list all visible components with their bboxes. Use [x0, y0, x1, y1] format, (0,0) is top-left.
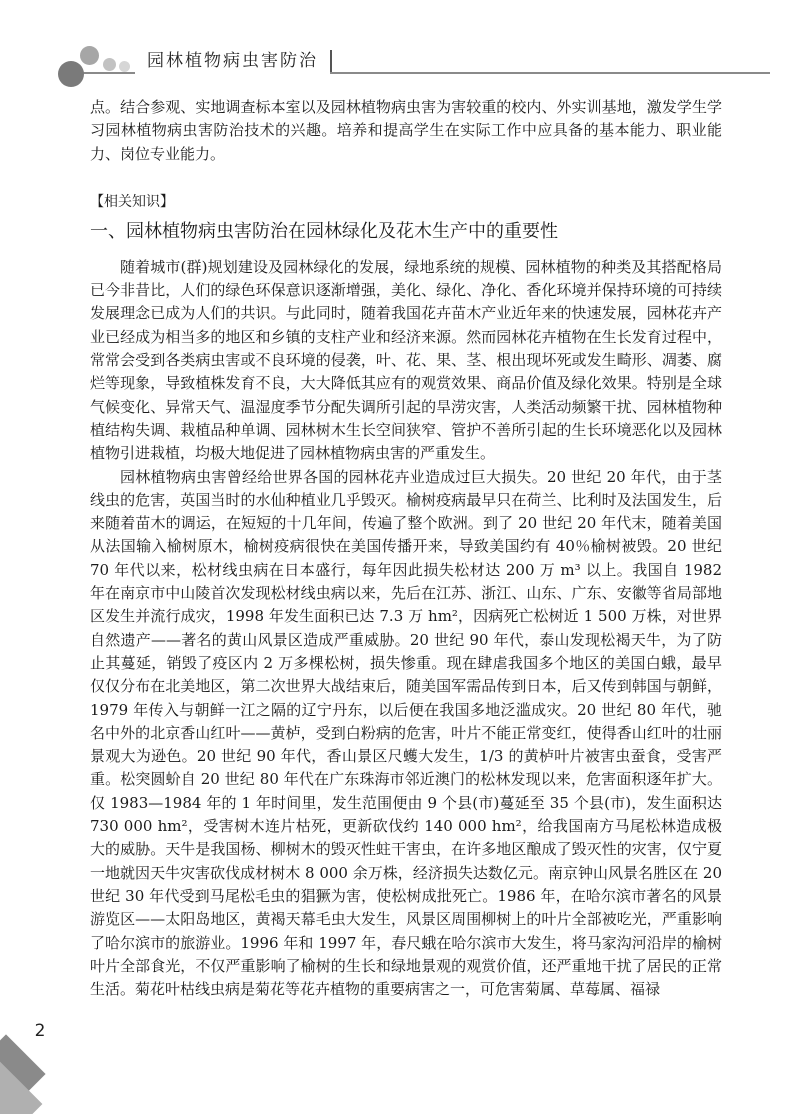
- body-paragraph: 随着城市(群)规划建设及园林绿化的发展，绿地系统的规模、园林植物的种类及其搭配格局已今非昔比，人们的绿色环保意识逐渐增强，美化、绿化、净化、香化环境并保持环境的可持续发展理念已成为人们的共识。与此同时，随着我国花卉苗木产业近年来的快速发展，园林花卉产业已经成为相当多的地区和乡镇的支柱产业和经济来源。然而园林花卉植物在生长发育过程中，常常会受到各类病虫害或不良环境的侵袭，叶、花、果、茎、根出现坏死或发生畸形、凋萎、腐烂等现象，导致植株发育不良，大大降低其应有的观赏效果、商品价值及绿化效果。特别是全球气候变化、异常天气、温湿度季节分配失调所引起的旱涝灾害，人类活动频繁干扰、园林植物种植结构失调、栽植品种单调、园林树木生长空间狭窄、管护不善所引起的生长环境恶化以及园林植物引进栽植，均极大地促进了园林植物病虫害的严重发生。: [90, 257, 722, 463]
- header-dot-decoration: [119, 61, 130, 72]
- intro-paragraph: 点。结合参观、实地调查标本室以及园林植物病虫害为害较重的校内、外实训基地，激发学生学习园林植物病虫害防治技术的兴趣。培养和提高学生在实际工作中应具备的基本能力、职业能力、岗位专业能力。: [90, 98, 722, 163]
- header-dot-decoration: [58, 61, 84, 87]
- body-paragraph: 园林植物病虫害曾经给世界各国的园林花卉业造成过巨大损失。20 世纪 20 年代，由于茎线虫的危害，英国当时的水仙种植业几乎毁灭。榆树疫病最早只在荷兰、比利时及法国发生，后来随着苗木的调运，在短短的十几年间，传遍了整个欧洲。到了 20 世纪 20 年代末，随着美国从法国输入榆树原木，榆树疫病很快在美国传播开来，导致美国约有 40％榆树被毁。20 世纪 70 年代以来，松材线虫病在日本盛行，每年因此损失松材达 200 万 m³ 以上。我国自 1982 年在南京市中山陵首次发现松材线虫病以来，先后在江苏、浙江、山东、广东、安徽等省局部地区发生并流行成灾，1998 年发生面积已达 7.3 万 hm²，因病死亡松树近 1 500 万株，对世界自然遗产——著名的黄山风景区造成严重威胁。20 世纪 90 年代，泰山发现松褐天牛，为了防止其蔓延，销毁了疫区内 2 万多棵松树，损失惨重。现在肆虐我国多个地区的美国白蛾，最早仅仅分布在北美地区，第二次世界大战结束后，随美国军需品传到日本，后又传到韩国与朝鲜，1979 年传入与朝鲜一江之隔的辽宁丹东，以后便在我国多地泛滥成灾。20 世纪 80 年代，驰名中外的北京香山红叶——黄栌，受到白粉病的危害，叶片不能正常变红，使得香山红叶的壮丽景观大为逊色。20 世纪 90 年代，香山景区尺蠖大发生，1/3 的黄栌叶片被害虫蚕食，受害严重。松突圆蚧自 20 世纪 80 年代在广东珠海市邻近澳门的松林发现以来，危害面积逐年扩大。仅 1983—1984 年的 1 年时间里，发生范围便由 9 个县(市)蔓延至 35 个县(市)，发生面积达 730 000 hm²，受害树木连片枯死，更新砍伐约 140 000 hm²，给我国南方马尾松林造成极大的威胁。天牛是我国杨、柳树木的毁灭性蛀干害虫，在许多地区酿成了毁灭性的灾害，仅宁夏一地就因天牛灾害砍伐成材树木 8 000 余万株，经济损失达数亿元。南京钟山风景名胜区在 20 世纪 30 年代受到马尾松毛虫的猖獗为害，使松树成批死亡。1986 年，在哈尔滨市著名的风景游览区——太阳岛地区，黄褐天幕毛虫大发生，风景区周围柳树上的叶片全部被吃光，严重影响了哈尔滨市的旅游业。1996 年和 1997 年，春尺蛾在哈尔滨市大发生，将马家沟河沿岸的榆树叶片全部食光，不仅严重影响了榆树的生长和绿地景观的观赏价值，还严重地干扰了居民的正常生活。菊花叶枯线虫病是菊花等花卉植物的重要病害之一，可危害菊属、草莓属、福禄: [90, 467, 722, 999]
- running-header-title: 园林植物病虫害防治: [135, 48, 330, 74]
- section-tag: 【相关知识】: [90, 193, 174, 210]
- page-body: [90, 96, 722, 1001]
- header-dot-decoration: [103, 58, 116, 71]
- section-heading: 一、园林植物病虫害防治在园林绿化及花木生产中的重要性: [90, 220, 558, 242]
- header-dot-decoration: [80, 46, 99, 65]
- page-number: 2: [22, 1015, 58, 1047]
